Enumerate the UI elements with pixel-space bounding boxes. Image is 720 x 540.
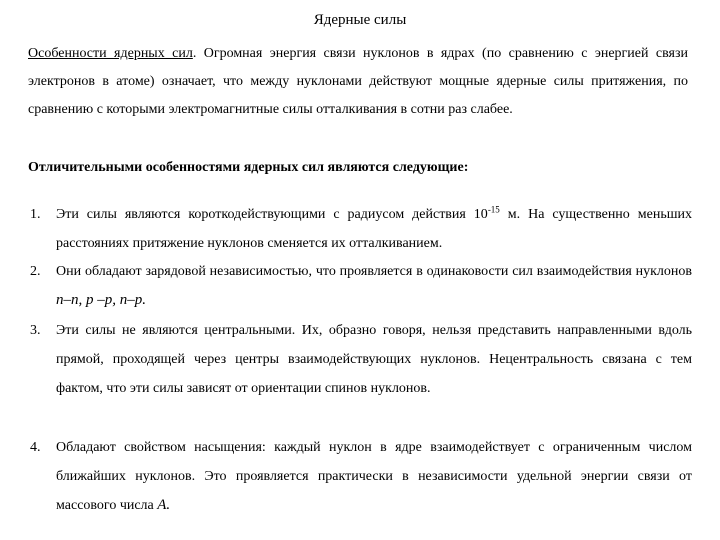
item-exponent: -15 [487,204,500,215]
list-number: 2. [30,264,41,279]
mass-number-symbol: А. [157,497,171,513]
list-item-4 [30,433,692,520]
features-subheading: Отличительными особенностями ядерных сил являются следующие: [28,160,469,175]
list-number: 3. [30,323,41,338]
item-text: Эти силы не являются центральными. Их, образно говоря, нельзя представить направленными вдоль прямой, проходящей через центры взаимодействующих нуклонов. Нецентральность связана с тем фактом, что эти силы зависят от ориентации спинов нуклонов. [56,323,692,396]
item-text-b: м. На существенно меньших расстояниях притяжение нуклонов сменяется их отталкиванием. [56,207,692,251]
item-text: Они обладают зарядовой независимостью, что проявляется в одинаковости сил взаимодействия нуклонов [56,264,692,279]
list-number: 4. [30,440,41,455]
list-item-3 [30,316,692,403]
intro-lead: Особенности ядерных сил [28,46,193,61]
list-item-2 [30,257,692,315]
item-text: Обладают свойством насыщения: каждый нуклон в ядре взаимодействует с ограниченным числом ближайших нуклонов. Это проявляется практически в независимости удельной энергии связи от массового числа [56,440,692,513]
page-title: Ядерные силы [313,12,407,28]
item-text-a: Эти силы являются короткодействующими с радиусом действия 10 [56,207,488,222]
intro-text: . Огромная энергия связи нуклонов в ядрах (по сравнению с энергией связи электронов в атоме) означает, что между нуклонами действуют мощные ядерные силы притяжения, по сравнению с которыми электромагнитные силы отталкивания в сотни раз слабее. [28,46,688,117]
nucleon-pairs: n–n, p –p, n–p. [56,292,146,308]
list-item-1 [30,200,692,258]
intro-paragraph [28,40,688,124]
list-number: 1. [30,207,41,222]
